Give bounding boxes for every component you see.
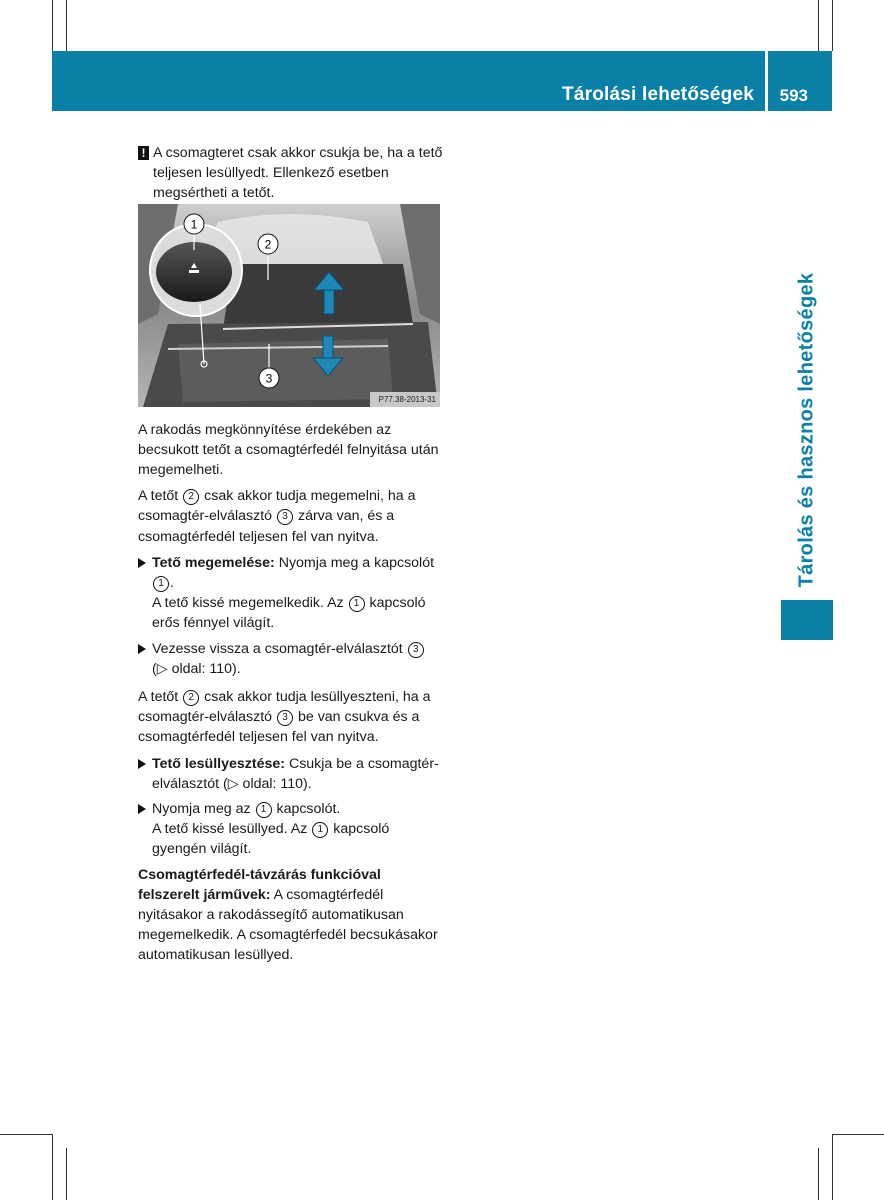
crop-mark xyxy=(52,1134,53,1200)
instruction-step: Vezesse vissza a csomagtér-elválasztót 3 (▷ oldal: 110). xyxy=(138,639,444,679)
crop-mark xyxy=(832,1134,833,1200)
crop-mark xyxy=(66,0,67,51)
crop-mark xyxy=(818,1148,819,1200)
paragraph: A tetőt 2 csak akkor tudja megemelni, ha a csomagtér-elválasztó 3 zárva van, és a csomagtérfedél teljesen fel van nyitva. xyxy=(138,488,416,545)
circled-number: 1 xyxy=(312,822,328,838)
circled-number: 3 xyxy=(408,642,424,658)
page-number: 593 xyxy=(779,86,808,105)
side-tab-marker xyxy=(781,600,833,640)
circled-number: 2 xyxy=(183,690,199,706)
instruction-step: Tető megemelése: Nyomja meg a kapcsolót 1 . A tető kissé megemelkedik. Az 1 kapcsoló erős fénnyel világít. xyxy=(138,553,444,634)
crop-mark xyxy=(66,1148,67,1200)
svg-text:2: 2 xyxy=(264,237,272,252)
instruction-step: Tető lesüllyesztése: Csukja be a csomagtér-elválasztót (▷ oldal: 110). xyxy=(138,754,444,794)
crop-mark xyxy=(0,1134,52,1135)
step-arrow-icon xyxy=(138,759,146,769)
circled-number: 2 xyxy=(183,489,199,505)
circled-number: 1 xyxy=(153,576,169,592)
callout-2 xyxy=(258,234,278,254)
main-content xyxy=(138,143,444,966)
circled-number: 1 xyxy=(256,802,272,818)
crop-mark xyxy=(818,0,819,51)
page-header xyxy=(52,51,832,111)
header-divider xyxy=(765,51,768,111)
svg-text:1: 1 xyxy=(190,217,198,232)
section-title: Tárolási lehetőségek xyxy=(562,84,754,105)
step-arrow-icon xyxy=(138,644,146,654)
paragraph: Csomagtérfedél-távzárás funkcióval felszerelt járművek: A csomagtérfedél nyitásakor a rakodássegítő automatikusan megemelkedik. A csomagtérfedél becsukásakor automatikusan lesüllyed. xyxy=(138,866,438,964)
instruction-step: Nyomja meg az 1 kapcsolót. A tető kissé lesüllyed. Az 1 kapcsoló gyengén világít. xyxy=(138,799,444,860)
paragraph: A rakodás megkönnyítése érdekében az becsukott tetőt a csomagtérfedél felnyitása után megemelheti. xyxy=(138,421,439,479)
exclamation-icon: ! xyxy=(138,146,149,160)
warning-note xyxy=(138,143,444,204)
figure-code: P77.38-2013-31 xyxy=(378,394,436,404)
warning-text: A csomagteret csak akkor csukja be, ha a tető teljesen lesüllyedt. Ellenkező esetben megsértheti a tetőt. xyxy=(153,145,443,202)
crop-mark xyxy=(832,1134,884,1135)
callout-3 xyxy=(259,368,279,388)
step-arrow-icon xyxy=(138,558,146,568)
circled-number: 3 xyxy=(277,509,293,525)
svg-text:3: 3 xyxy=(265,371,273,386)
circled-number: 3 xyxy=(277,710,293,726)
paragraph: A tetőt 2 csak akkor tudja lesüllyeszteni, ha a csomagtér-elválasztó 3 be van csukva és a csomagtérfedél teljesen fel van nyitva. xyxy=(138,689,431,746)
crop-mark xyxy=(832,0,833,51)
trunk-figure xyxy=(138,204,440,407)
side-tab-label: Tárolás és hasznos lehetőségek xyxy=(795,272,818,588)
callout-1 xyxy=(184,214,204,234)
step-arrow-icon xyxy=(138,804,146,814)
crop-mark xyxy=(52,0,53,51)
circled-number: 1 xyxy=(349,596,365,612)
